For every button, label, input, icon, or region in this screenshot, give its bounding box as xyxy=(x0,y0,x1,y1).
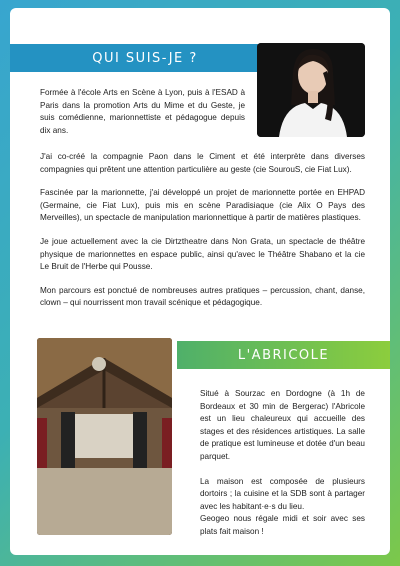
about-paragraph-1: Formée à l'école Arts en Scène à Lyon, puis à l'ESAD à Paris dans la promotion Arts du Mime et du Geste, je suis comédienne, marionnettiste et pédagogue depuis dix ans. xyxy=(40,88,245,135)
house-photo xyxy=(37,338,172,535)
about-text-top xyxy=(40,87,245,148)
about-paragraph-5: Mon parcours est ponctué de nombreuses autres pratiques – percussion, chant, danse, clown – qui nourrissent mon travail scénique et pédagogique. xyxy=(40,285,365,308)
about-text-body xyxy=(40,151,365,321)
place-paragraph-3: Geogeo nous régale midi et soir avec ses plats fait maison ! xyxy=(200,514,365,536)
page xyxy=(10,8,390,555)
place-paragraph-2: La maison est composée de plusieurs dortoirs ; la cuisine et la SDB sont à partager avec les habitant·e·s du lieu. xyxy=(200,476,365,511)
place-title: L'ABRICOLE xyxy=(237,347,330,363)
place-banner xyxy=(177,341,390,369)
about-paragraph-2: J'ai co-créé la compagnie Paon dans le Ciment et été interprète dans diverses compagnies qui prêtent une attention particulière au geste (cie SourouS, cie Fiat Lux). xyxy=(40,152,365,174)
about-title: QUI SUIS-JE ? xyxy=(92,50,198,66)
place-text xyxy=(200,388,365,551)
portrait-photo xyxy=(257,43,365,137)
about-paragraph-4: Je joue actuellement avec la cie Dirtztheatre dans Non Grata, un spectacle de théâtre physique de marionnettes en espace public, ainsi qu'avec le Théâtre Shabano et la cie Le Bruit de l'Herbe qui Pousse. xyxy=(40,236,365,272)
about-paragraph-3: Fascinée par la marionnette, j'ai développé un projet de marionnette portée en EHPAD (Germaine, cie Fiat Lux), puis mis en scène Paradisiaque (cie Alix O Pays des Merveilles), un spectacle de manipulation marionnettique à partir de matières plastiques. xyxy=(40,188,365,223)
about-banner xyxy=(10,44,280,72)
place-paragraph-1: Situé à Sourzac en Dordogne (à 1h de Bordeaux et 30 min de Bergerac) l'Abricole est un lieu chaleureux qui accueille des stages et des résidences artistiques. La salle de pratique est lumineuse et dotée d'un beau parquet. xyxy=(200,389,365,461)
